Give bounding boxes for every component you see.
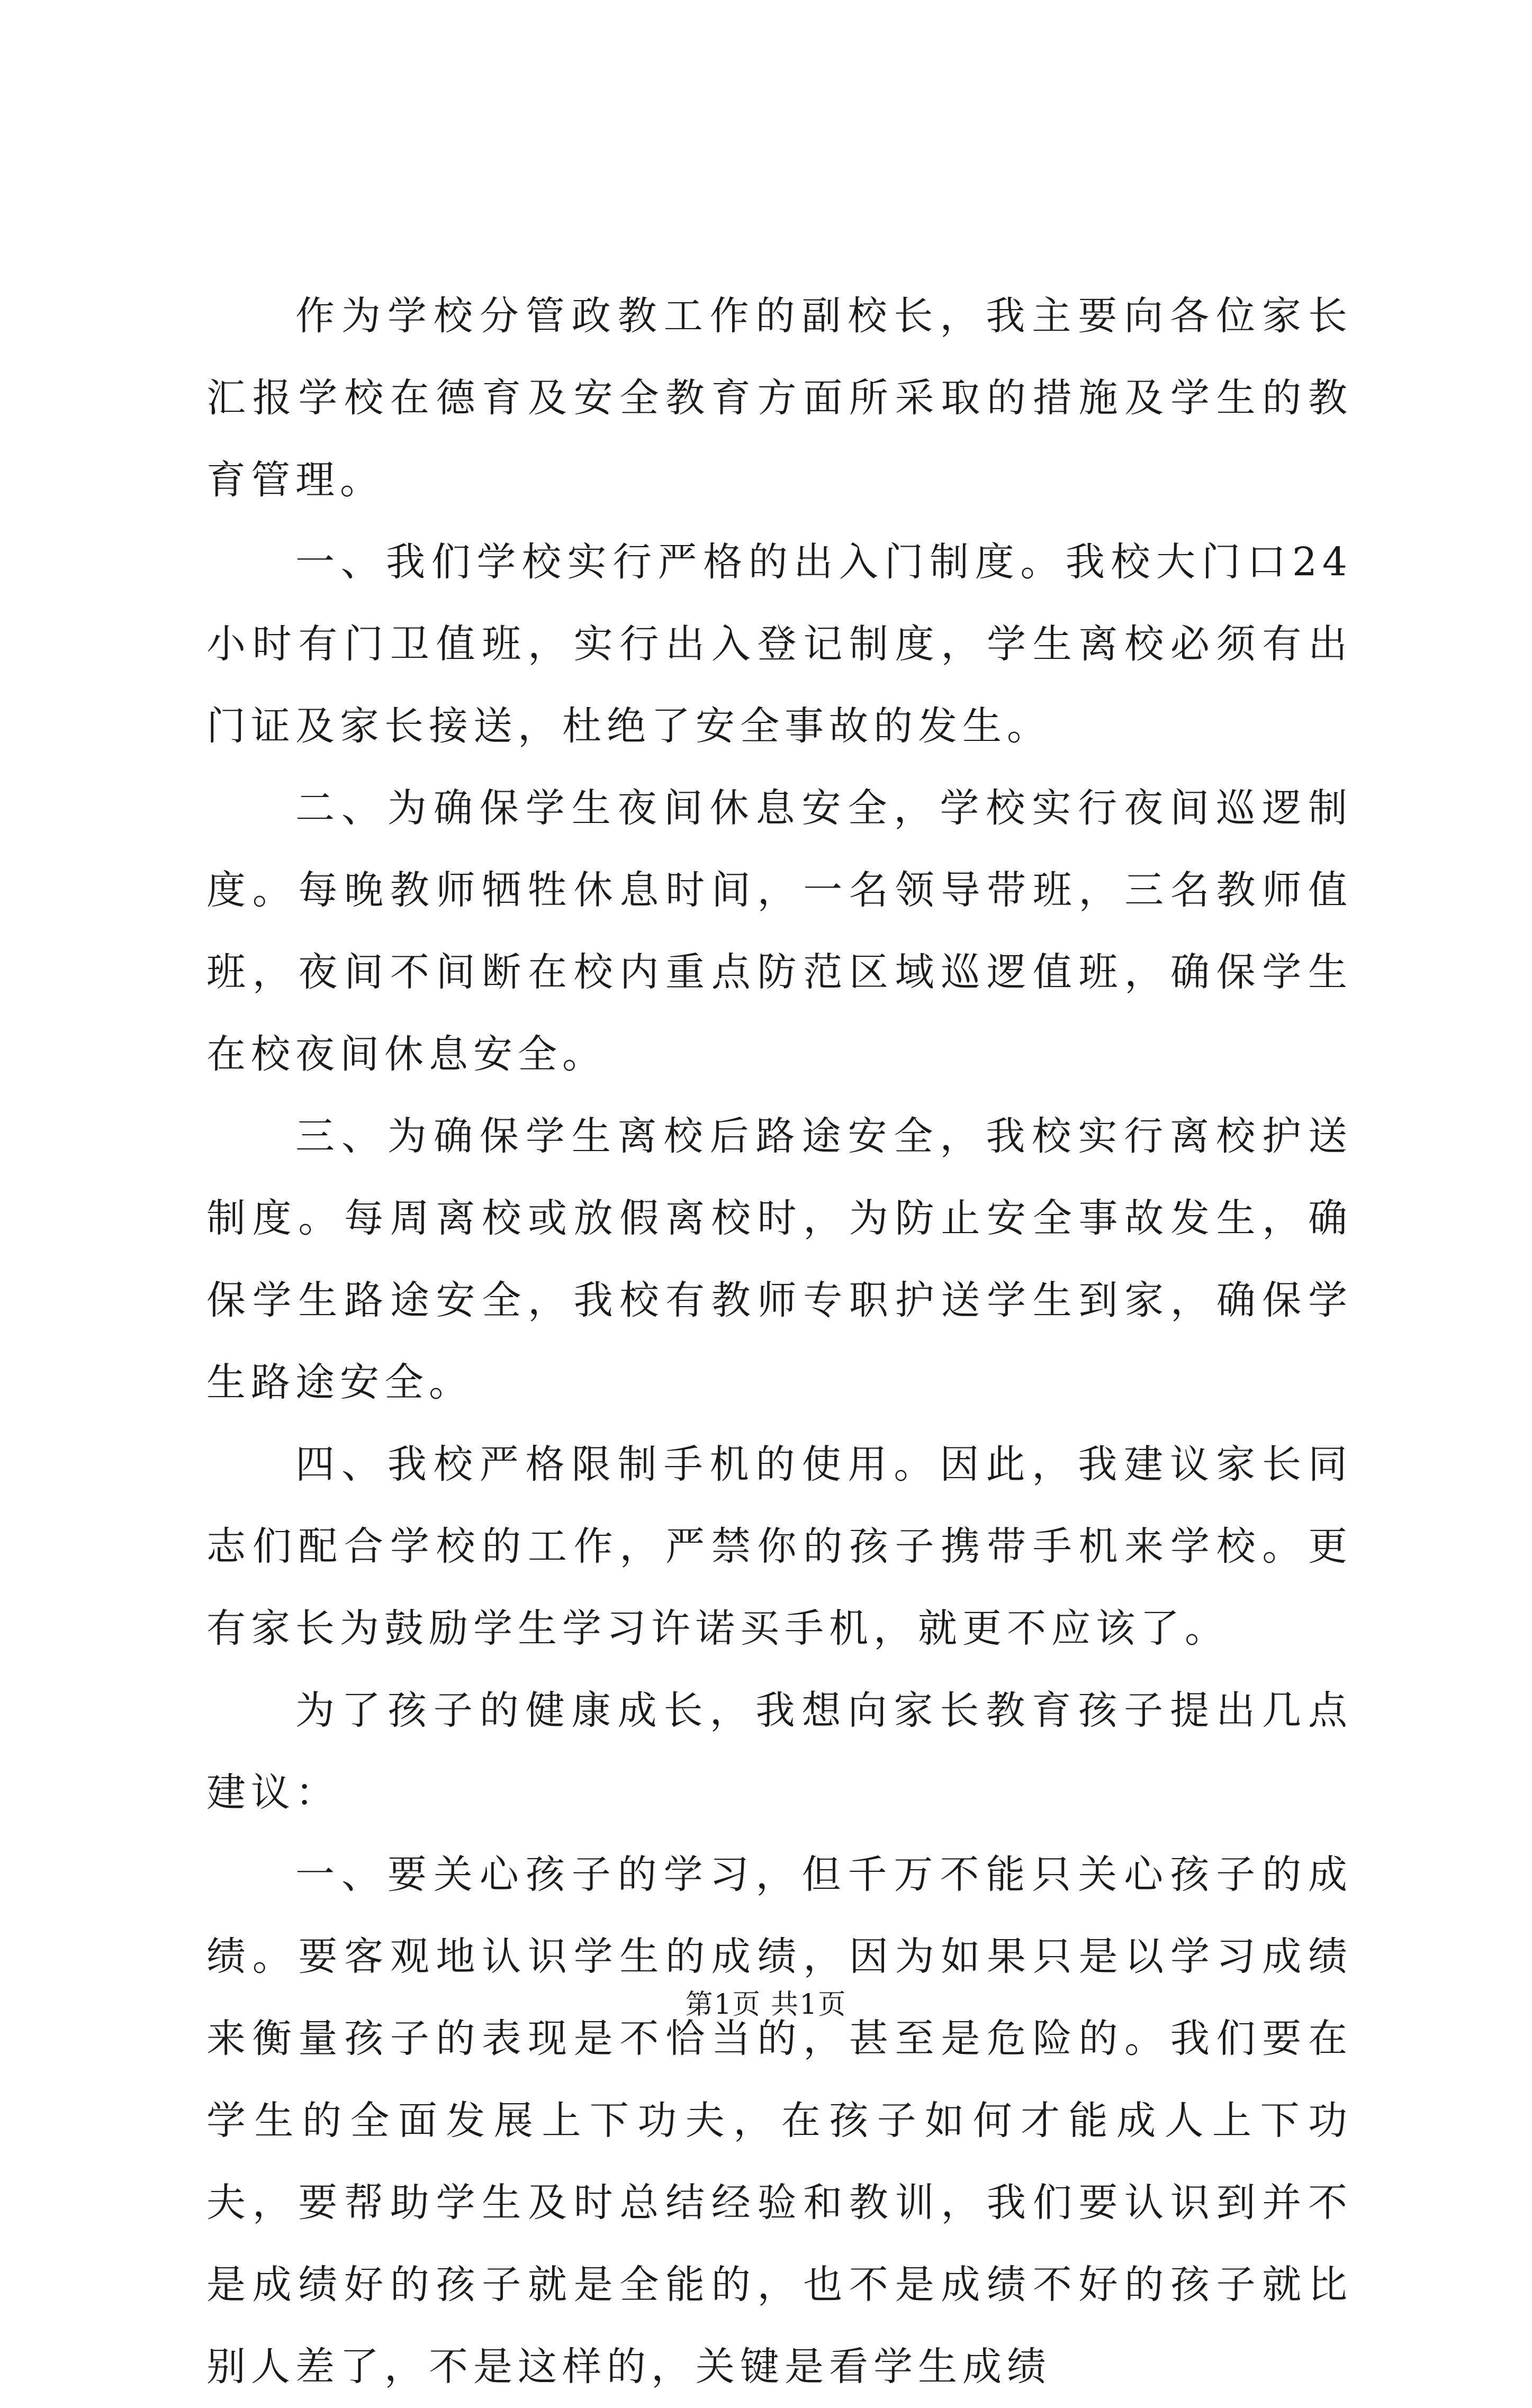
document-body (206, 275, 1353, 2408)
paragraph-measure-4: 四、我校严格限制手机的使用。因此，我建议家长同志们配合学校的工作，严禁你的孩子携带手机来学校。更有家长为鼓励学生学习许诺买手机，就更不应该了。 (206, 1442, 1353, 1651)
paragraph-suggestion-1: 一、要关心孩子的学习，但千万不能只关心孩子的成绩。要客观地认识学生的成绩，因为如果只是以学习成绩来衡量孩子的表现是不恰当的，甚至是危险的。我们要在学生的全面发展上下功夫，在孩子如何才能成人上下功夫，要帮助学生及时总结经验和教训，我们要认识到并不是成绩好的孩子就是全能的，也不是成绩不好的孩子就比别人差了，不是这样的，关键是看学生成绩 (206, 1852, 1353, 2389)
page-footer: 第1页 共1页 (685, 1989, 847, 2021)
paragraph-intro: 作为学校分管政教工作的副校长，我主要向各位家长汇报学校在德育及安全教育方面所采取的措施及学生的教育管理。 (206, 293, 1353, 503)
paragraph-suggestions-intro: 为了孩子的健康成长，我想向家长教育孩子提出几点建议： (206, 1688, 1353, 1815)
paragraph-measure-2: 二、为确保学生夜间休息安全，学校实行夜间巡逻制度。每晚教师牺牲休息时间，一名领导带班，三名教师值班，夜间不间断在校内重点防范区域巡逻值班，确保学生在校夜间休息安全。 (206, 785, 1353, 1077)
paragraph-measure-3: 三、为确保学生离校后路途安全，我校实行离校护送制度。每周离校或放假离校时，为防止安全事故发生，确保学生路途安全，我校有教师专职护送学生到家，确保学生路途安全。 (206, 1114, 1353, 1405)
paragraph-measure-1: 一、我们学校实行严格的出入门制度。我校大门口24小时有门卫值班，实行出入登记制度，学生离校必须有出门证及家长接送，杜绝了安全事故的发生。 (206, 539, 1353, 749)
